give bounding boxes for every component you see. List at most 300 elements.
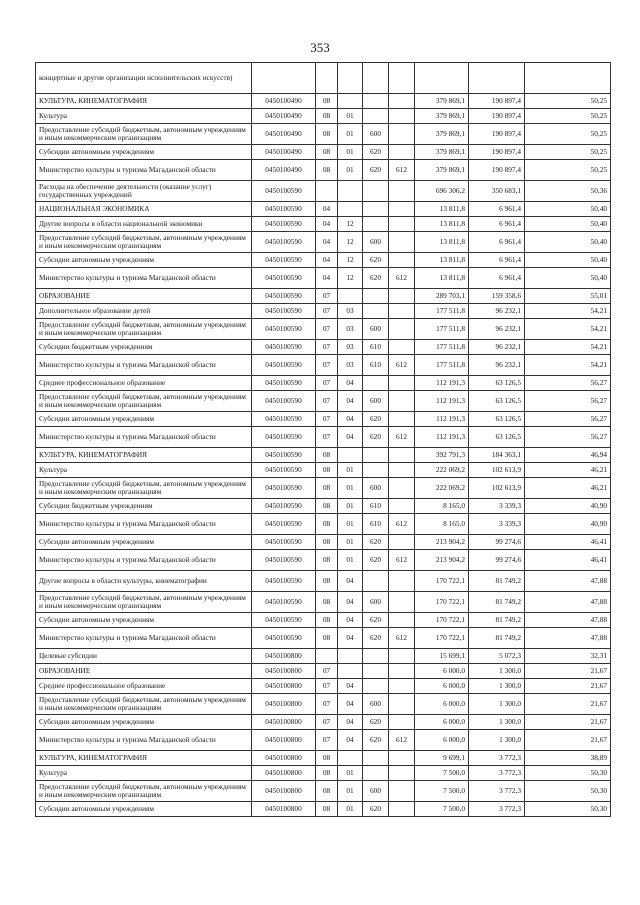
plan-amount-cell: 379 869,1	[415, 94, 469, 109]
department-cell	[389, 376, 415, 391]
table-row	[36, 649, 611, 664]
actual-amount-cell: 102 613,9	[469, 478, 525, 499]
plan-amount-cell: 112 191,3	[415, 376, 469, 391]
target-code-cell: 0450100800	[252, 802, 316, 817]
department-cell	[389, 289, 415, 304]
table-row	[36, 802, 611, 817]
section-cell: 08	[316, 463, 338, 478]
row-name-cell: Субсидии автономным учреждениям	[36, 253, 252, 268]
target-code-cell: 0450100800	[252, 649, 316, 664]
plan-amount-cell: 7 500,0	[415, 766, 469, 781]
table-row	[36, 679, 611, 694]
expense-type-cell: 610	[363, 355, 389, 376]
target-code-cell: 0450100590	[252, 376, 316, 391]
department-cell	[389, 412, 415, 427]
row-name-cell: концертные и другие организации исполнительских искусств)	[36, 63, 252, 94]
subsection-cell: 04	[338, 679, 363, 694]
target-code-cell: 0450100490	[252, 145, 316, 160]
target-code-cell: 0450100800	[252, 751, 316, 766]
expense-type-cell: 600	[363, 124, 389, 145]
expense-type-cell	[363, 571, 389, 592]
subsection-cell	[338, 202, 363, 217]
table-row	[36, 109, 611, 124]
expense-type-cell: 620	[363, 613, 389, 628]
actual-amount-cell: 190 897,4	[469, 94, 525, 109]
section-cell: 07	[316, 715, 338, 730]
percent-cell: 50,40	[525, 232, 611, 253]
subsection-cell: 04	[338, 730, 363, 751]
row-name-cell: Министерство культуры и туризма Магаданской области	[36, 730, 252, 751]
department-cell	[389, 592, 415, 613]
plan-amount-cell: 6 000,0	[415, 730, 469, 751]
percent-cell: 47,88	[525, 613, 611, 628]
row-name-cell: Субсидии автономным учреждениям	[36, 145, 252, 160]
expense-type-cell: 620	[363, 730, 389, 751]
plan-amount-cell: 13 811,8	[415, 268, 469, 289]
row-name-cell: Целевые субсидии	[36, 649, 252, 664]
table-row	[36, 304, 611, 319]
subsection-cell: 04	[338, 376, 363, 391]
department-cell	[389, 463, 415, 478]
expense-type-cell	[363, 679, 389, 694]
section-cell: 07	[316, 412, 338, 427]
plan-amount-cell: 170 722,1	[415, 592, 469, 613]
plan-amount-cell: 112 191,3	[415, 412, 469, 427]
subsection-cell: 04	[338, 715, 363, 730]
department-cell	[389, 613, 415, 628]
actual-amount-cell: 3 772,3	[469, 766, 525, 781]
department-cell	[389, 232, 415, 253]
percent-cell: 56,27	[525, 376, 611, 391]
expense-type-cell	[363, 217, 389, 232]
subsection-cell: 01	[338, 478, 363, 499]
target-code-cell: 0450100590	[252, 232, 316, 253]
subsection-cell: 04	[338, 592, 363, 613]
section-cell: 07	[316, 355, 338, 376]
actual-amount-cell: 190 897,4	[469, 160, 525, 181]
row-name-cell: Субсидии бюджетным учреждениям	[36, 499, 252, 514]
actual-amount-cell: 190 897,4	[469, 124, 525, 145]
expense-type-cell: 610	[363, 514, 389, 535]
row-name-cell: Министерство культуры и туризма Магаданской области	[36, 355, 252, 376]
plan-amount-cell: 392 791,3	[415, 448, 469, 463]
subsection-cell: 12	[338, 268, 363, 289]
expense-type-cell: 600	[363, 781, 389, 802]
plan-amount-cell: 13 811,8	[415, 232, 469, 253]
target-code-cell: 0450100800	[252, 694, 316, 715]
section-cell: 08	[316, 802, 338, 817]
plan-amount-cell: 213 904,2	[415, 535, 469, 550]
section-cell: 07	[316, 319, 338, 340]
actual-amount-cell: 96 232,1	[469, 355, 525, 376]
percent-cell: 40,90	[525, 514, 611, 535]
actual-amount-cell: 96 232,1	[469, 319, 525, 340]
actual-amount-cell: 6 961,4	[469, 217, 525, 232]
table-row	[36, 535, 611, 550]
percent-cell: 50,25	[525, 145, 611, 160]
plan-amount-cell: 13 811,8	[415, 217, 469, 232]
percent-cell: 56,27	[525, 391, 611, 412]
target-code-cell: 0450100590	[252, 463, 316, 478]
subsection-cell: 01	[338, 535, 363, 550]
expense-type-cell: 620	[363, 160, 389, 181]
plan-amount-cell: 7 500,0	[415, 802, 469, 817]
department-cell: 612	[389, 628, 415, 649]
actual-amount-cell: 63 126,5	[469, 412, 525, 427]
row-name-cell: Субсидии автономным учреждениям	[36, 613, 252, 628]
subsection-cell: 04	[338, 391, 363, 412]
table-row	[36, 781, 611, 802]
table-row	[36, 340, 611, 355]
section-cell: 07	[316, 694, 338, 715]
percent-cell: 21,67	[525, 730, 611, 751]
section-cell: 08	[316, 124, 338, 145]
department-cell: 612	[389, 355, 415, 376]
subsection-cell: 04	[338, 628, 363, 649]
section-cell: 08	[316, 499, 338, 514]
plan-amount-cell: 112 191,3	[415, 391, 469, 412]
row-name-cell: Предоставление субсидий бюджетным, автономным учреждениям и иным некоммерческим организациям	[36, 232, 252, 253]
expense-type-cell: 600	[363, 694, 389, 715]
subsection-cell	[338, 664, 363, 679]
target-code-cell: 0450100490	[252, 94, 316, 109]
actual-amount-cell: 5 072,3	[469, 649, 525, 664]
percent-cell: 50,25	[525, 94, 611, 109]
row-name-cell: Культура	[36, 109, 252, 124]
subsection-cell: 01	[338, 160, 363, 181]
row-name-cell: Министерство культуры и туризма Магаданской области	[36, 550, 252, 571]
table-row	[36, 124, 611, 145]
expense-type-cell: 610	[363, 340, 389, 355]
table-row	[36, 514, 611, 535]
plan-amount-cell: 6 000,0	[415, 679, 469, 694]
subsection-cell: 04	[338, 412, 363, 427]
percent-cell: 54,21	[525, 304, 611, 319]
plan-amount-cell	[415, 63, 469, 94]
section-cell	[316, 63, 338, 94]
percent-cell: 54,21	[525, 319, 611, 340]
target-code-cell: 0450100590	[252, 217, 316, 232]
expense-type-cell: 620	[363, 253, 389, 268]
actual-amount-cell: 81 749,2	[469, 571, 525, 592]
target-code-cell: 0450100590	[252, 412, 316, 427]
expense-type-cell: 620	[363, 427, 389, 448]
department-cell	[389, 694, 415, 715]
target-code-cell: 0450100590	[252, 514, 316, 535]
actual-amount-cell: 6 961,4	[469, 253, 525, 268]
subsection-cell: 01	[338, 550, 363, 571]
department-cell: 612	[389, 427, 415, 448]
row-name-cell: Предоставление субсидий бюджетным, автономным учреждениям и иным некоммерческим организациям	[36, 124, 252, 145]
table-row	[36, 628, 611, 649]
target-code-cell: 0450100590	[252, 355, 316, 376]
subsection-cell: 03	[338, 340, 363, 355]
percent-cell	[525, 63, 611, 94]
expense-type-cell	[363, 109, 389, 124]
target-code-cell: 0450100800	[252, 781, 316, 802]
row-name-cell: Предоставление субсидий бюджетным, автономным учреждениям и иным некоммерческим организациям	[36, 319, 252, 340]
expense-type-cell: 600	[363, 319, 389, 340]
department-cell	[389, 679, 415, 694]
expense-type-cell: 620	[363, 802, 389, 817]
actual-amount-cell: 3 772,3	[469, 751, 525, 766]
target-code-cell: 0450100590	[252, 592, 316, 613]
row-name-cell: ОБРАЗОВАНИЕ	[36, 289, 252, 304]
section-cell: 08	[316, 592, 338, 613]
plan-amount-cell: 13 811,8	[415, 253, 469, 268]
plan-amount-cell: 13 811,8	[415, 202, 469, 217]
section-cell: 04	[316, 268, 338, 289]
expense-type-cell	[363, 202, 389, 217]
percent-cell: 50,40	[525, 253, 611, 268]
expense-type-cell: 620	[363, 550, 389, 571]
actual-amount-cell: 1 300,0	[469, 694, 525, 715]
table-row	[36, 592, 611, 613]
expense-type-cell	[363, 448, 389, 463]
row-name-cell: Министерство культуры и туризма Магаданской области	[36, 268, 252, 289]
section-cell: 08	[316, 109, 338, 124]
table-row	[36, 463, 611, 478]
target-code-cell: 0450100590	[252, 550, 316, 571]
section-cell: 08	[316, 613, 338, 628]
expense-type-cell	[363, 649, 389, 664]
row-name-cell: КУЛЬТУРА, КИНЕМАТОГРАФИЯ	[36, 448, 252, 463]
department-cell	[389, 391, 415, 412]
table-row	[36, 448, 611, 463]
table-row	[36, 253, 611, 268]
plan-amount-cell: 222 069,2	[415, 478, 469, 499]
row-name-cell: Другие вопросы в области культуры, кинематографии	[36, 571, 252, 592]
percent-cell: 40,90	[525, 499, 611, 514]
section-cell: 08	[316, 781, 338, 802]
expense-type-cell	[363, 289, 389, 304]
table-row	[36, 664, 611, 679]
target-code-cell: 0450100590	[252, 571, 316, 592]
actual-amount-cell: 99 274,6	[469, 535, 525, 550]
table-row	[36, 181, 611, 202]
subsection-cell: 04	[338, 613, 363, 628]
actual-amount-cell: 1 300,0	[469, 730, 525, 751]
percent-cell: 21,67	[525, 664, 611, 679]
row-name-cell: ОБРАЗОВАНИЕ	[36, 664, 252, 679]
subsection-cell: 01	[338, 781, 363, 802]
section-cell: 07	[316, 376, 338, 391]
plan-amount-cell: 213 904,2	[415, 550, 469, 571]
target-code-cell: 0450100800	[252, 664, 316, 679]
percent-cell: 50,30	[525, 766, 611, 781]
row-name-cell: КУЛЬТУРА, КИНЕМАТОГРАФИЯ	[36, 94, 252, 109]
department-cell	[389, 124, 415, 145]
target-code-cell: 0450100490	[252, 124, 316, 145]
target-code-cell	[252, 63, 316, 94]
percent-cell: 50,30	[525, 781, 611, 802]
subsection-cell: 04	[338, 571, 363, 592]
table-row	[36, 613, 611, 628]
section-cell: 07	[316, 679, 338, 694]
table-row	[36, 730, 611, 751]
actual-amount-cell: 184 363,1	[469, 448, 525, 463]
table-row	[36, 268, 611, 289]
percent-cell: 46,21	[525, 463, 611, 478]
section-cell: 08	[316, 514, 338, 535]
expense-type-cell	[363, 376, 389, 391]
subsection-cell	[338, 289, 363, 304]
table-row	[36, 355, 611, 376]
table-row	[36, 694, 611, 715]
row-name-cell: Министерство культуры и туризма Магаданской области	[36, 514, 252, 535]
subsection-cell: 12	[338, 217, 363, 232]
subsection-cell	[338, 649, 363, 664]
section-cell: 04	[316, 232, 338, 253]
expense-type-cell	[363, 94, 389, 109]
section-cell: 08	[316, 478, 338, 499]
plan-amount-cell: 379 869,1	[415, 109, 469, 124]
table-row	[36, 217, 611, 232]
table-row	[36, 427, 611, 448]
department-cell	[389, 766, 415, 781]
table-row	[36, 391, 611, 412]
section-cell: 08	[316, 160, 338, 181]
department-cell	[389, 664, 415, 679]
page-number: 353	[310, 40, 330, 55]
budget-table	[35, 62, 611, 817]
row-name-cell: Субсидии автономным учреждениям	[36, 802, 252, 817]
target-code-cell: 0450100590	[252, 304, 316, 319]
department-cell	[389, 202, 415, 217]
department-cell: 612	[389, 268, 415, 289]
plan-amount-cell: 289 703,1	[415, 289, 469, 304]
target-code-cell: 0450100590	[252, 289, 316, 304]
plan-amount-cell: 6 000,0	[415, 715, 469, 730]
percent-cell: 32,31	[525, 649, 611, 664]
subsection-cell	[338, 751, 363, 766]
row-name-cell: КУЛЬТУРА, КИНЕМАТОГРАФИЯ	[36, 751, 252, 766]
subsection-cell: 01	[338, 499, 363, 514]
actual-amount-cell: 190 897,4	[469, 109, 525, 124]
table-row	[36, 766, 611, 781]
department-cell	[389, 63, 415, 94]
percent-cell: 47,88	[525, 571, 611, 592]
actual-amount-cell: 3 339,3	[469, 514, 525, 535]
percent-cell: 56,27	[525, 427, 611, 448]
subsection-cell	[338, 448, 363, 463]
expense-type-cell: 600	[363, 592, 389, 613]
expense-type-cell	[363, 463, 389, 478]
table-row	[36, 499, 611, 514]
target-code-cell: 0450100590	[252, 613, 316, 628]
plan-amount-cell: 177 511,8	[415, 319, 469, 340]
section-cell	[316, 649, 338, 664]
department-cell: 612	[389, 730, 415, 751]
actual-amount-cell: 81 749,2	[469, 592, 525, 613]
actual-amount-cell: 63 126,5	[469, 376, 525, 391]
section-cell: 08	[316, 145, 338, 160]
percent-cell: 55,01	[525, 289, 611, 304]
target-code-cell: 0450100590	[252, 427, 316, 448]
plan-amount-cell: 6 000,0	[415, 664, 469, 679]
plan-amount-cell: 379 869,1	[415, 160, 469, 181]
section-cell: 08	[316, 571, 338, 592]
section-cell: 07	[316, 391, 338, 412]
plan-amount-cell: 170 722,1	[415, 628, 469, 649]
table-row	[36, 571, 611, 592]
percent-cell: 50,25	[525, 124, 611, 145]
target-code-cell: 0450100800	[252, 679, 316, 694]
row-name-cell: Субсидии автономным учреждениям	[36, 535, 252, 550]
section-cell: 07	[316, 304, 338, 319]
actual-amount-cell: 1 300,0	[469, 679, 525, 694]
expense-type-cell: 620	[363, 268, 389, 289]
section-cell: 07	[316, 730, 338, 751]
plan-amount-cell: 6 000,0	[415, 694, 469, 715]
percent-cell: 54,21	[525, 340, 611, 355]
department-cell	[389, 304, 415, 319]
row-name-cell: Предоставление субсидий бюджетным, автономным учреждениям и иным некоммерческим организациям	[36, 592, 252, 613]
actual-amount-cell: 81 749,2	[469, 628, 525, 649]
percent-cell: 50,30	[525, 802, 611, 817]
expense-type-cell	[363, 766, 389, 781]
target-code-cell: 0450100800	[252, 730, 316, 751]
actual-amount-cell: 81 749,2	[469, 613, 525, 628]
subsection-cell	[338, 181, 363, 202]
percent-cell: 46,41	[525, 550, 611, 571]
target-code-cell: 0450100590	[252, 448, 316, 463]
target-code-cell: 0450100590	[252, 478, 316, 499]
subsection-cell: 04	[338, 694, 363, 715]
actual-amount-cell: 6 961,4	[469, 202, 525, 217]
department-cell	[389, 319, 415, 340]
row-name-cell: Субсидии автономным учреждениям	[36, 715, 252, 730]
subsection-cell: 01	[338, 124, 363, 145]
table-row	[36, 751, 611, 766]
percent-cell: 38,89	[525, 751, 611, 766]
row-name-cell: Субсидии автономным учреждениям	[36, 412, 252, 427]
percent-cell: 56,27	[525, 412, 611, 427]
expense-type-cell: 620	[363, 715, 389, 730]
target-code-cell: 0450100490	[252, 160, 316, 181]
section-cell: 08	[316, 751, 338, 766]
plan-amount-cell: 696 306,2	[415, 181, 469, 202]
percent-cell: 21,67	[525, 715, 611, 730]
section-cell: 08	[316, 448, 338, 463]
row-name-cell: Предоставление субсидий бюджетным, автономным учреждениям и иным некоммерческим организациям	[36, 478, 252, 499]
plan-amount-cell: 177 511,8	[415, 340, 469, 355]
subsection-cell	[338, 94, 363, 109]
row-name-cell: Среднее профессиональное образование	[36, 679, 252, 694]
department-cell	[389, 649, 415, 664]
percent-cell: 50,40	[525, 202, 611, 217]
percent-cell: 46,41	[525, 535, 611, 550]
section-cell: 08	[316, 535, 338, 550]
section-cell: 07	[316, 664, 338, 679]
plan-amount-cell: 112 191,3	[415, 427, 469, 448]
table-row	[36, 289, 611, 304]
section-cell: 08	[316, 766, 338, 781]
section-cell	[316, 181, 338, 202]
target-code-cell: 0450100590	[252, 535, 316, 550]
table-row	[36, 160, 611, 181]
expense-type-cell: 620	[363, 145, 389, 160]
department-cell	[389, 145, 415, 160]
department-cell	[389, 94, 415, 109]
department-cell	[389, 571, 415, 592]
section-cell: 08	[316, 628, 338, 649]
section-cell: 07	[316, 340, 338, 355]
expense-type-cell	[363, 181, 389, 202]
department-cell	[389, 448, 415, 463]
row-name-cell: Расходы на обеспечение деятельности (оказание услуг) государственных учреждений	[36, 181, 252, 202]
percent-cell: 47,88	[525, 592, 611, 613]
